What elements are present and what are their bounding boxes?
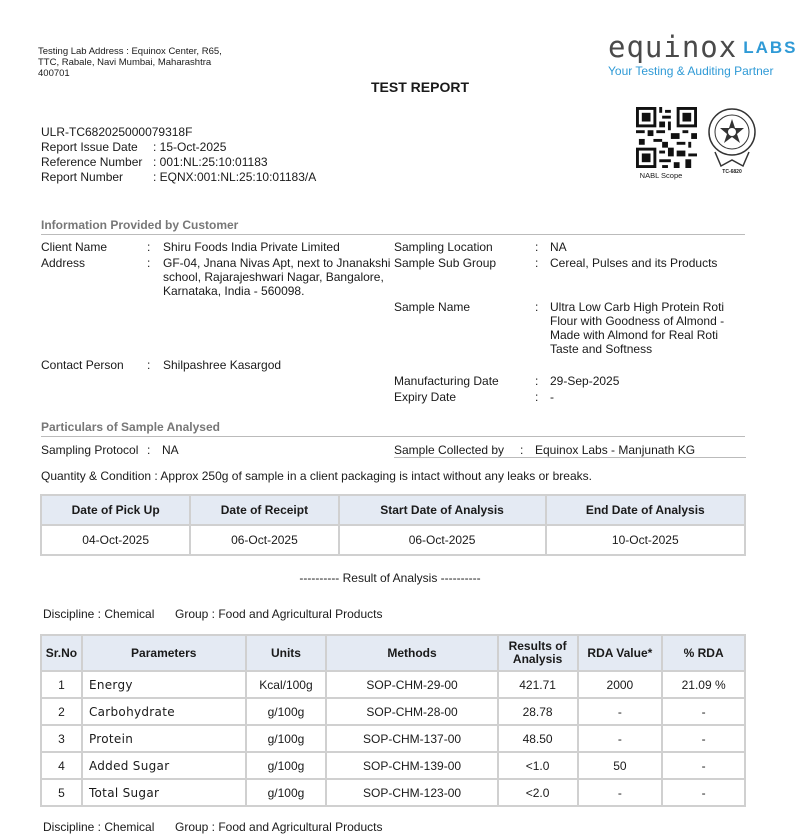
dates-header-cell: Date of Receipt bbox=[190, 495, 338, 525]
parameter-cell: Protein bbox=[82, 725, 246, 752]
colon: : bbox=[147, 256, 151, 270]
results-header-cell: % RDA bbox=[662, 635, 745, 671]
dates-header-cell: End Date of Analysis bbox=[546, 495, 745, 525]
units-cell: g/100g bbox=[246, 698, 327, 725]
address-label: Address bbox=[41, 256, 86, 270]
table-row bbox=[41, 752, 745, 779]
page-title: TEST REPORT bbox=[370, 79, 469, 95]
rda-percent-cell: - bbox=[662, 779, 745, 806]
report-number-value: : EQNX:001:NL:25:10:01183/A bbox=[153, 170, 317, 184]
manufacturing-date-value: 29-Sep-2025 bbox=[550, 374, 620, 388]
method-cell: SOP-CHM-123-00 bbox=[326, 779, 497, 806]
sr-no-cell: 3 bbox=[41, 725, 82, 752]
dates-header-cell: Date of Pick Up bbox=[41, 495, 190, 525]
address-line: GF-04, Jnana Nivas Apt, next to Jnanakshi bbox=[163, 256, 391, 270]
nabl-scope-label: NABL Scope bbox=[639, 171, 683, 180]
result-cell: 421.71 bbox=[498, 671, 578, 698]
dates-header-cell: Start Date of Analysis bbox=[339, 495, 546, 525]
sample-collected-label: Sample Collected by bbox=[394, 443, 505, 457]
lab-address-line: TTC, Rabale, Navi Mumbai, Maharashtra bbox=[38, 57, 212, 68]
sampling-protocol-label: Sampling Protocol bbox=[41, 443, 139, 457]
sample-name-line: Taste and Softness bbox=[550, 342, 653, 356]
result-cell: 48.50 bbox=[498, 725, 578, 752]
parameter-cell: Total Sugar bbox=[82, 779, 246, 806]
parameter-cell: Added Sugar bbox=[82, 752, 246, 779]
colon: : bbox=[147, 240, 151, 254]
reference-number bbox=[41, 155, 268, 170]
colon: : bbox=[535, 374, 539, 388]
customer-section-title: Information Provided by Customer bbox=[41, 218, 745, 235]
colon: : bbox=[147, 358, 151, 372]
rda-percent-cell: - bbox=[662, 752, 745, 779]
nabl-seal-icon bbox=[707, 108, 757, 170]
discipline-label-2: Discipline : Chemical bbox=[43, 820, 155, 834]
manufacturing-date-label: Manufacturing Date bbox=[394, 374, 499, 388]
dates-value-cell: 06-Oct-2025 bbox=[339, 525, 546, 555]
result-cell: 28.78 bbox=[498, 698, 578, 725]
results-header-cell: Units bbox=[246, 635, 327, 671]
client-name-label: Client Name bbox=[41, 240, 108, 254]
colon: : bbox=[520, 443, 524, 457]
logo-labs: LABS bbox=[743, 38, 798, 57]
rda-value-cell: - bbox=[578, 779, 663, 806]
contact-person-value: Shilpashree Kasargod bbox=[163, 358, 282, 372]
address-line: school, Rajarajeshwari Nagar, Bangalore, bbox=[163, 270, 384, 284]
table-row bbox=[41, 698, 745, 725]
method-cell: SOP-CHM-29-00 bbox=[326, 671, 497, 698]
rda-value-cell: 50 bbox=[578, 752, 663, 779]
lab-address-line: Testing Lab Address : Equinox Center, R65, bbox=[38, 46, 222, 57]
sample-name-line: Ultra Low Carb High Protein Roti bbox=[550, 300, 725, 314]
dates-value-cell: 04-Oct-2025 bbox=[41, 525, 190, 555]
address-value bbox=[163, 256, 393, 298]
rda-value-cell: - bbox=[578, 725, 663, 752]
logo-word: equinox bbox=[608, 30, 738, 64]
report-number bbox=[41, 170, 316, 185]
rda-value-cell: 2000 bbox=[578, 671, 663, 698]
sr-no-cell: 1 bbox=[41, 671, 82, 698]
lab-address-line: 400701 bbox=[38, 68, 70, 79]
company-logo bbox=[608, 30, 798, 78]
issue-date-label: Report Issue Date bbox=[41, 140, 138, 154]
result-cell: <2.0 bbox=[498, 779, 578, 806]
sample-subgroup-value: Cereal, Pulses and its Products bbox=[550, 256, 718, 270]
quantity-condition bbox=[41, 469, 592, 483]
results-header-cell: Results of Analysis bbox=[498, 635, 578, 671]
report-issue-date bbox=[41, 140, 226, 155]
dates-header-row bbox=[41, 495, 745, 525]
issue-date-value: : 15-Oct-2025 bbox=[153, 140, 227, 154]
method-cell: SOP-CHM-139-00 bbox=[326, 752, 497, 779]
rda-percent-cell: - bbox=[662, 725, 745, 752]
group-label-2: Group : Food and Agricultural Products bbox=[175, 820, 383, 834]
colon: : bbox=[147, 443, 151, 457]
results-header-cell: Sr.No bbox=[41, 635, 82, 671]
report-number-label: Report Number bbox=[41, 170, 124, 184]
results-header-row bbox=[41, 635, 745, 671]
parameter-cell: Carbohydrate bbox=[82, 698, 246, 725]
units-cell: g/100g bbox=[246, 752, 327, 779]
units-cell: g/100g bbox=[246, 725, 327, 752]
dates-value-row bbox=[41, 525, 745, 555]
sample-name-label: Sample Name bbox=[394, 300, 471, 314]
table-row bbox=[41, 671, 745, 698]
sample-collected-value: Equinox Labs - Manjunath KG bbox=[535, 443, 696, 457]
results-header-cell: RDA Value* bbox=[578, 635, 663, 671]
divider bbox=[394, 457, 746, 458]
results-header-cell: Methods bbox=[326, 635, 497, 671]
sr-no-cell: 5 bbox=[41, 779, 82, 806]
sample-name-value bbox=[550, 300, 745, 356]
rda-value-cell: - bbox=[578, 698, 663, 725]
colon: : bbox=[535, 300, 539, 314]
group-label: Group : Food and Agricultural Products bbox=[175, 607, 383, 621]
expiry-date-value: - bbox=[550, 390, 554, 404]
results-table bbox=[40, 634, 746, 807]
rda-percent-cell: 21.09 % bbox=[662, 671, 745, 698]
table-row bbox=[41, 725, 745, 752]
seal-code: TC-6820 bbox=[722, 169, 742, 175]
reference-label: Reference Number bbox=[41, 155, 143, 169]
sampling-protocol-value: NA bbox=[162, 443, 179, 457]
colon: : bbox=[535, 256, 539, 270]
ulr-number: ULR-TC682025000079318F bbox=[41, 125, 193, 139]
colon: : bbox=[535, 240, 539, 254]
client-name-value: Shiru Foods India Private Limited bbox=[163, 240, 340, 254]
parameter-cell: Energy bbox=[82, 671, 246, 698]
dates-table bbox=[40, 494, 746, 556]
results-header-cell: Parameters bbox=[82, 635, 246, 671]
lab-address bbox=[38, 46, 258, 79]
sr-no-cell: 2 bbox=[41, 698, 82, 725]
result-cell: <1.0 bbox=[498, 752, 578, 779]
expiry-date-label: Expiry Date bbox=[394, 390, 457, 404]
sr-no-cell: 4 bbox=[41, 752, 82, 779]
colon: : bbox=[535, 390, 539, 404]
table-row bbox=[41, 779, 745, 806]
units-cell: g/100g bbox=[246, 779, 327, 806]
reference-value: : 001:NL:25:10:01183 bbox=[153, 155, 268, 169]
units-cell: Kcal/100g bbox=[246, 671, 327, 698]
rda-percent-cell: - bbox=[662, 698, 745, 725]
qr-code-icon[interactable] bbox=[636, 107, 697, 168]
dates-value-cell: 10-Oct-2025 bbox=[546, 525, 745, 555]
discipline-label: Discipline : Chemical bbox=[43, 607, 155, 621]
sample-name-line: Made with Almond for Real Roti bbox=[550, 328, 719, 342]
sample-name-line: Flour with Goodness of Almond - bbox=[550, 314, 725, 328]
particulars-section-title: Particulars of Sample Analysed bbox=[41, 420, 745, 437]
result-of-analysis-title: ---------- Result of Analysis ---------- bbox=[299, 571, 481, 585]
method-cell: SOP-CHM-137-00 bbox=[326, 725, 497, 752]
logo-tagline: Your Testing & Auditing Partner bbox=[608, 64, 774, 78]
address-line: Karnataka, India - 560098. bbox=[163, 284, 305, 298]
method-cell: SOP-CHM-28-00 bbox=[326, 698, 497, 725]
sampling-location-value: NA bbox=[550, 240, 567, 254]
sample-subgroup-label: Sample Sub Group bbox=[394, 256, 497, 270]
quantity-condition-value: Approx 250g of sample in a client packaging is intact without any leaks or breaks. bbox=[160, 469, 592, 483]
contact-person-label: Contact Person bbox=[41, 358, 124, 372]
dates-value-cell: 06-Oct-2025 bbox=[190, 525, 338, 555]
sampling-location-label: Sampling Location bbox=[394, 240, 493, 254]
quantity-condition-label: Quantity & Condition : bbox=[41, 469, 158, 483]
